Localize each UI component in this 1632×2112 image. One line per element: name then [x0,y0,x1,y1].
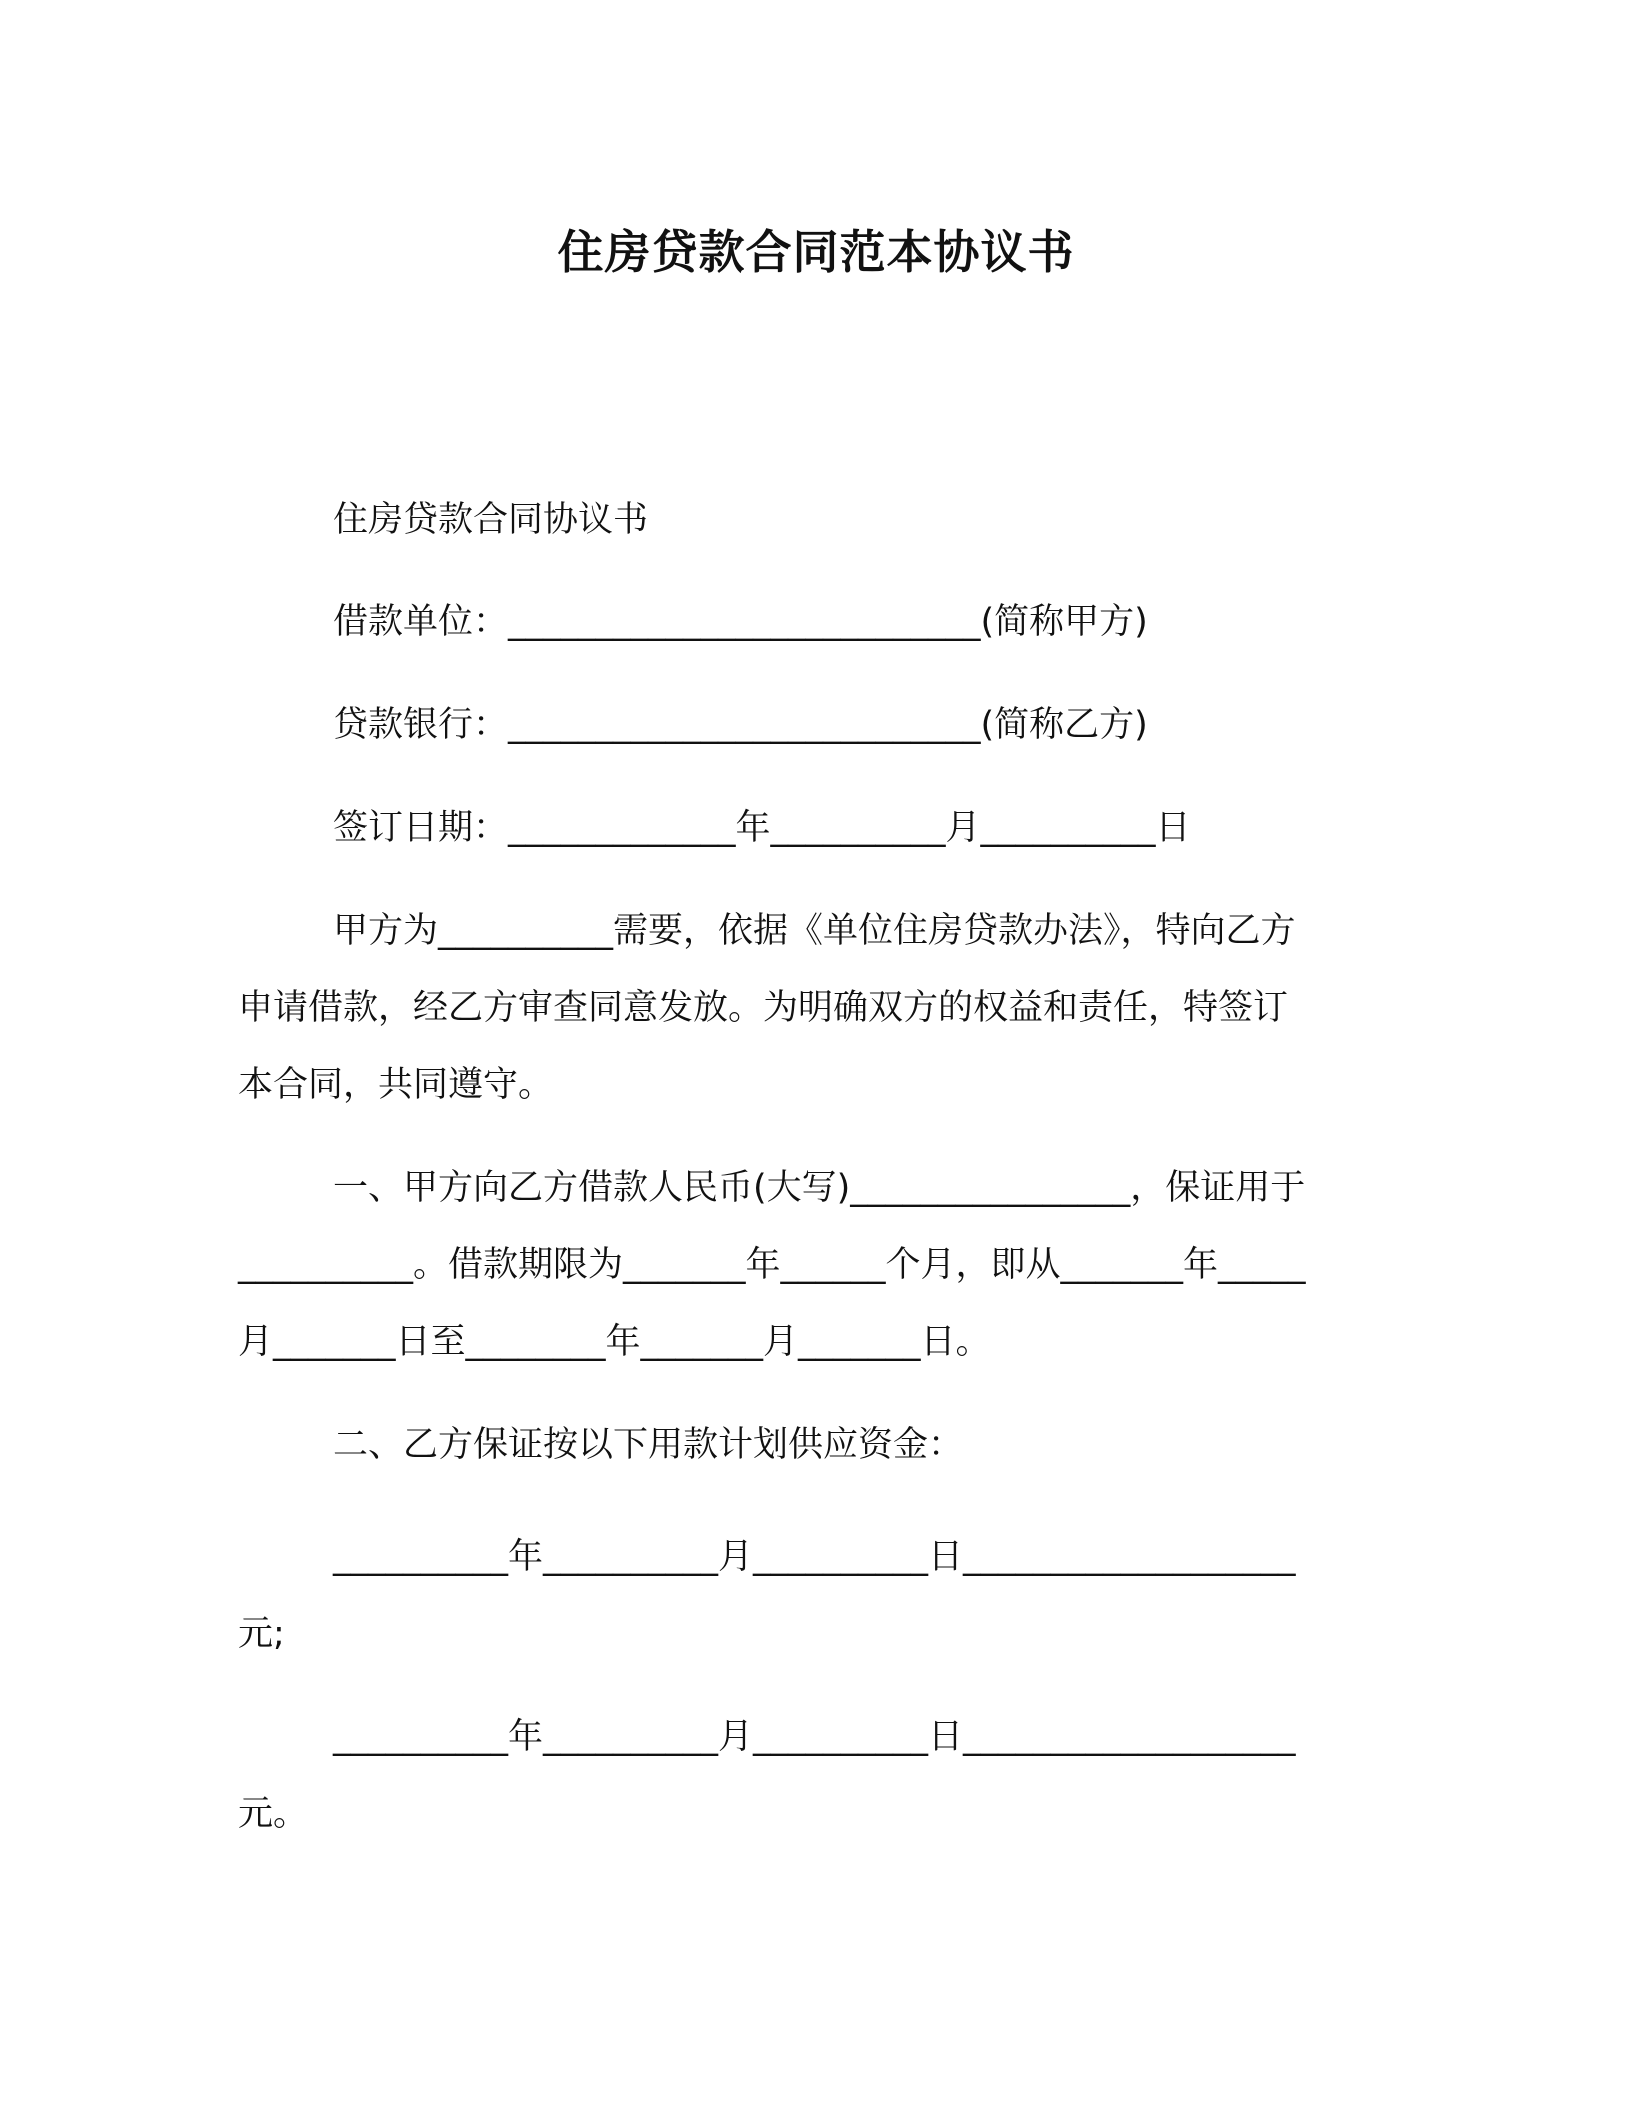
clause-1-line-3: 月_______日至________年_______月_______日。 [238,1322,991,1362]
borrower-line: 借款单位：___________________________(简称甲方) [333,602,1148,642]
preamble-line-2: 申请借款，经乙方审查同意发放。为明确双方的权益和责任，特签订 [238,988,1289,1028]
schedule-2-line-1: __________年__________月__________日___________________ [333,1717,1296,1757]
clause-1-line-2: __________。借款期限为_______年______个月，即从_______年_____ [238,1245,1306,1285]
signing-date-line: 签订日期：_____________年__________月__________日 [333,808,1191,848]
document-title: 住房贷款合同范本协议书 [557,225,1075,279]
preamble-line-1: 甲方为__________需要，依据《单位住房贷款办法》，特向乙方 [333,911,1296,951]
schedule-1-line-2: 元; [238,1614,285,1654]
preamble-line-3: 本合同，共同遵守。 [238,1065,554,1105]
clause-1-line-1: 一、甲方向乙方借款人民币(大写)________________，保证用于 [333,1168,1306,1208]
contract-subtitle: 住房贷款合同协议书 [333,500,649,540]
schedule-2-line-2: 元。 [238,1794,309,1834]
schedule-1-line-1: __________年__________月__________日___________________ [333,1537,1296,1577]
lender-bank-line: 贷款银行：___________________________(简称乙方) [333,705,1148,745]
clause-2-heading: 二、乙方保证按以下用款计划供应资金： [333,1425,964,1465]
